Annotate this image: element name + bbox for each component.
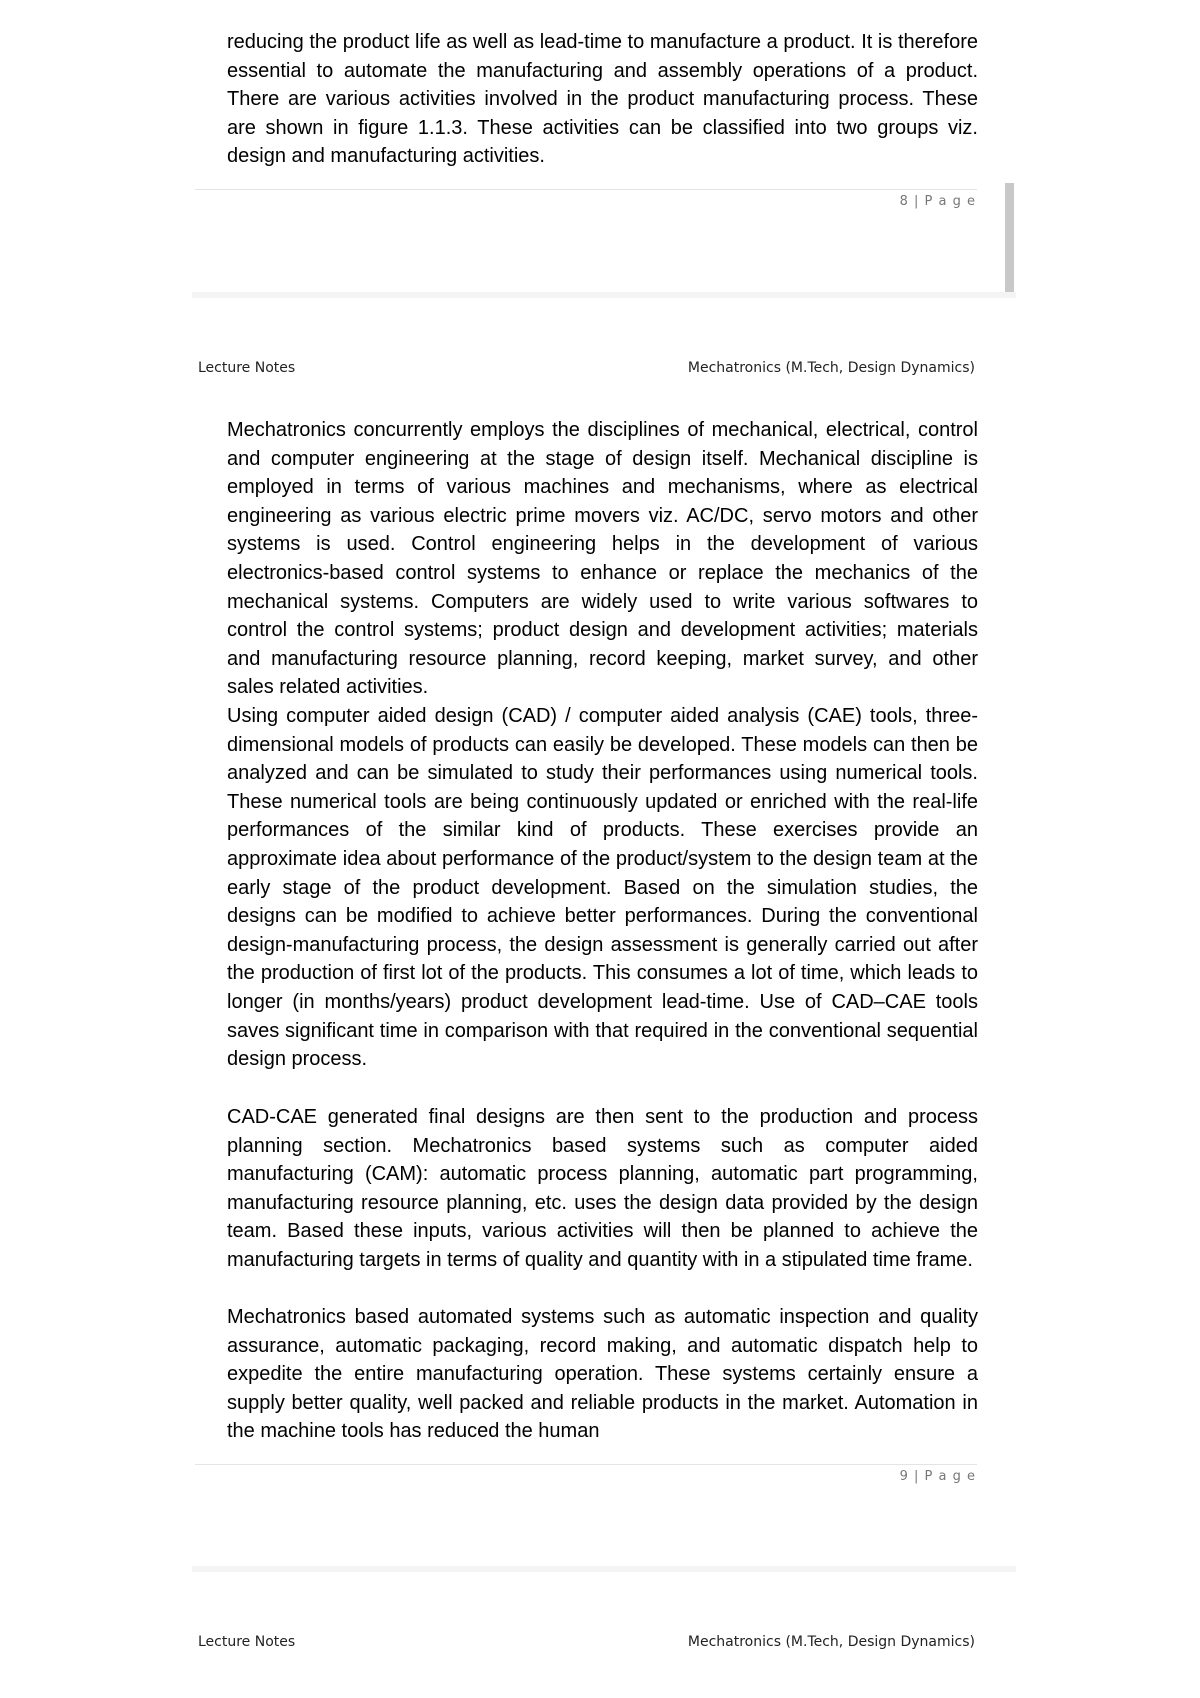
page-8-paragraph: reducing the product life as well as lead-time to manufacture a product. It is therefore essential to automate the manufacturing and assembly operations of a product. There are various activities involved in the product manufacturing process. These are shown in figure 1.1.3. These activities can be classified into two groups viz. design and manufacturing activities. [227, 31, 978, 168]
page-break [192, 292, 1016, 298]
header-left-label-2: Lecture Notes [198, 1634, 296, 1650]
page-9-paragraph-2: Using computer aided design (CAD) / computer aided analysis (CAE) tools, three-dimensional models of products can easily be developed. These models can then be analyzed and can be simulated to study their performances using numerical tools. These numerical tools are being continuously updated or enriched with the real-life performances of the similar kind of products. These exercises provide an approximate idea about performance of the product/system to the design team at the early stage of the product development. Based on the simulation studies, the designs can be modified to achieve better performances. During the conventional design-manufacturing process, the design assessment is generally carried out after the production of first lot of the products. This consumes a lot of time, which leads to longer (in months/years) product development lead-time. Use of CAD–CAE tools saves significant time in comparison with that required in the conventional sequential design process. [227, 705, 978, 1071]
scroll-indicator [1005, 183, 1014, 295]
page-9-paragraph-4: Mechatronics based automated systems such as automatic inspection and quality assurance, automatic packaging, record making, and automatic dispatch help to expedite the entire manufacturing operation. These systems certainly ensure a supply better quality, well packed and reliable products in the market. Automation in the machine tools has reduced the human [227, 1306, 978, 1443]
page-8-number: 8 | P a g e [899, 194, 976, 209]
page-9-paragraph-3: CAD-CAE generated final designs are then sent to the production and process planning section. Mechatronics based systems such as computer aided manufacturing (CAM): automatic process planning, automatic part programming, manufacturing resource planning, etc. uses the design data provided by the design team. Based these inputs, various activities will then be planned to achieve the manufacturing targets in terms of quality and quantity with in a stipulated time frame. [227, 1106, 978, 1271]
header-left-label: Lecture Notes [198, 360, 296, 376]
page-9-footer-rule [195, 1464, 977, 1465]
page-break-2 [192, 1566, 1016, 1572]
page-9-paragraph-1: Mechatronics concurrently employs the disciplines of mechanical, electrical, control and computer engineering at the stage of design itself. Mechanical discipline is employed in terms of various machines and mechanisms, where as electrical engineering as various electric prime movers viz. AC/DC, servo motors and other systems is used. Control engineering helps in the development of various electronics-based control systems to enhance or replace the mechanics of the mechanical systems. Computers are widely used to write various softwares to control the control systems; product design and development activities; materials and manufacturing resource planning, record keeping, market survey, and other sales related activities. [227, 419, 978, 699]
header-right-label-2: Mechatronics (M.Tech, Design Dynamics) [687, 1634, 975, 1650]
page-8-footer-rule [195, 189, 977, 190]
header-right-label: Mechatronics (M.Tech, Design Dynamics) [687, 360, 975, 376]
page-9-number: 9 | P a g e [899, 1469, 976, 1484]
